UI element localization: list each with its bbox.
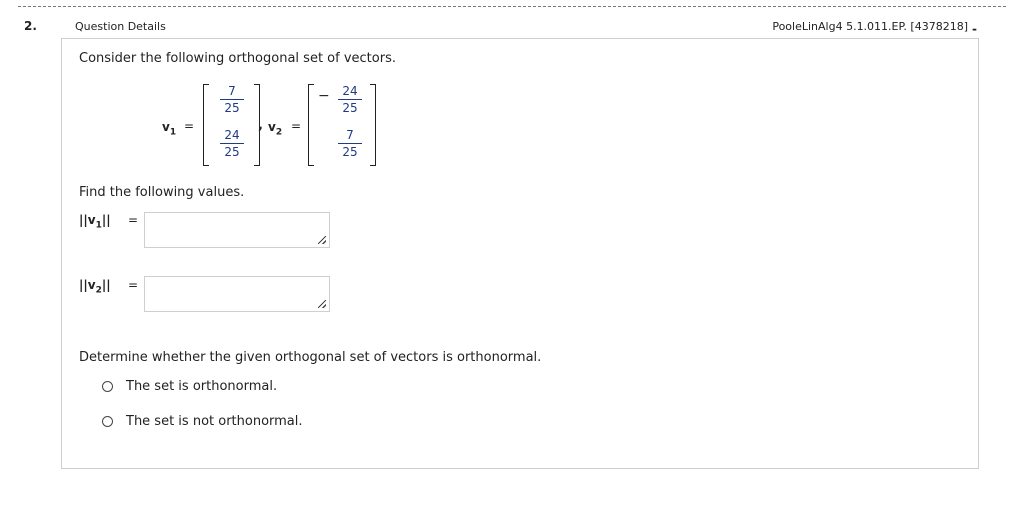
v2-entry-1: 24 25 [335,84,365,115]
norm-v2-equals: = [128,278,139,292]
option-orthonormal-radio[interactable] [102,381,113,392]
norm-v1-answer-field[interactable] [144,212,330,248]
question-reference: PooleLinAlg4 5.1.011.EP. [4378218] [772,20,968,33]
norm-v2-label: $||v_2||$ [79,278,111,296]
v2-entry-2: 7 25 [335,128,365,159]
vector-comma: , [258,118,263,133]
option-not-orthonormal-label[interactable]: The set is not orthonormal. [126,414,303,429]
v2-bracket-left [308,84,314,166]
norm-v1-label: $||v_1||$ [79,213,111,231]
question-prompt: Consider the following orthogonal set of vectors. [79,51,396,66]
vector-set [160,82,390,168]
norm-v1-equals: = [128,213,139,227]
top-divider [18,6,1006,7]
question-details-link[interactable]: Question Details [75,20,166,33]
v2-bracket-right [370,84,376,166]
v1-equals: = [184,119,195,133]
v2-equals: = [291,119,302,133]
v2-label: $v_2$ [268,120,283,138]
resize-handle-icon[interactable] [318,300,326,308]
norm-v2-answer-field[interactable] [144,276,330,312]
v2-entry-1-sign: − [318,88,330,104]
v1-entry-1: 7 25 [217,84,247,115]
v1-label: $v_1$ [162,120,177,138]
resize-handle-icon[interactable] [318,236,326,244]
question-number: 2. [24,19,37,33]
reference-mark: - [972,22,977,36]
v1-bracket-left [203,84,209,166]
find-instruction: Find the following values. [79,185,245,200]
v1-entry-2: 24 25 [217,128,247,159]
option-orthonormal-label[interactable]: The set is orthonormal. [126,379,278,394]
option-not-orthonormal-radio[interactable] [102,416,113,427]
determine-instruction: Determine whether the given orthogonal set of vectors is orthonormal. [79,350,542,365]
